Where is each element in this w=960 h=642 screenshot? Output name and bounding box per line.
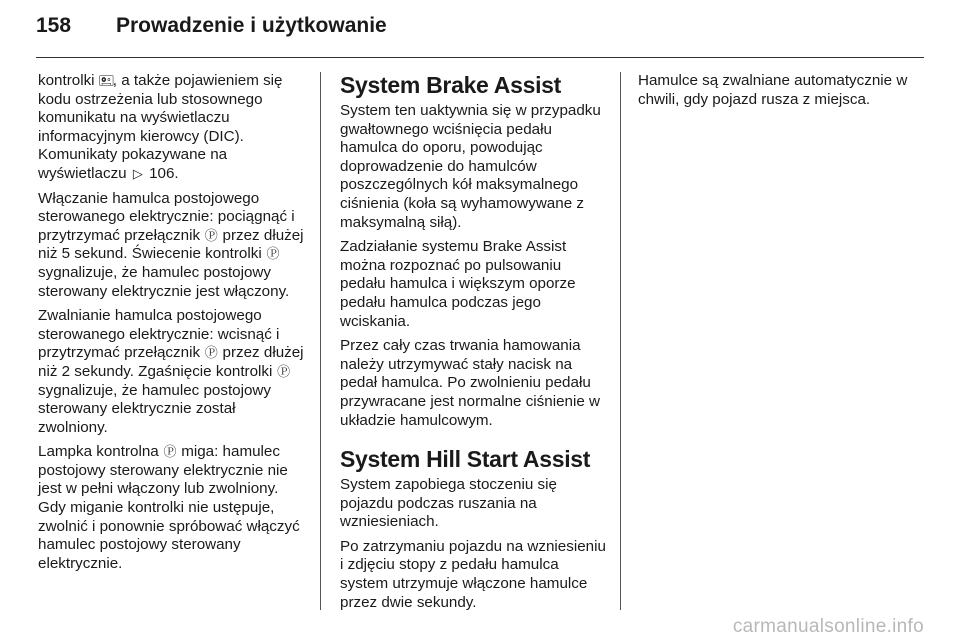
parking-brake-indicator-icon: Ⓟ	[204, 227, 218, 243]
header-divider	[36, 57, 924, 58]
section-heading-hill-start-assist: System Hill Start Assist	[340, 446, 591, 473]
text-column-1	[38, 72, 308, 579]
reference-arrow-icon: ▷	[132, 165, 143, 181]
paragraph: Włączanie hamulca postojowego sterowanego elektrycznie: pociągnąć i przytrzymać przełącznik Ⓟ przez dłużej niż 5 sekund. Świecenie kontrolki Ⓟ sygnalizuje, że hamulec postojowy sterowany elektrycznie jest włączony.	[38, 189, 304, 300]
display-message-icon: 🖭	[98, 73, 115, 88]
page-reference[interactable]: 106.	[149, 164, 179, 182]
paragraph: Zwalnianie hamulca postojowego sterowanego elektrycznie: wcisnąć i przytrzymać przełącznik Ⓟ przez dłużej niż 2 sekundy. Zgaśnięcie kontrolki Ⓟ sygnalizuje, że hamulec postojowy sterowany elektrycznie został zwolniony.	[38, 307, 304, 436]
paragraph: kontrolki 🖭, a także pojawieniem się kodu ostrzeżenia lub stosownego komunikatu na wyświetlaczu informacyjnym kierowcy (DIC). Komunikaty pokazywane na wyświetlaczu ▷ 106.	[38, 72, 283, 182]
paragraph: Przez cały czas trwania hamowania należy utrzymywać stały nacisk na pedał hamulca. Po zwolnieniu pedału przywracane jest normalne ciśnienie w układzie hamulcowym.	[340, 337, 600, 429]
parking-brake-indicator-icon: Ⓟ	[204, 345, 218, 361]
text-column-2	[340, 72, 606, 618]
page-number: 158	[36, 14, 72, 37]
paragraph: Po zatrzymaniu pojazdu na wzniesieniu i zdjęciu stopy z pedału hamulca system utrzymuje włączone hamulce przez dwie sekundy.	[340, 537, 606, 611]
column-divider-left	[320, 72, 321, 610]
page-header	[36, 14, 387, 54]
page-title: Prowadzenie i użytkowanie	[116, 14, 387, 37]
parking-brake-indicator-icon: Ⓟ	[163, 444, 177, 460]
column-divider-right	[620, 72, 621, 610]
text-column-3	[638, 72, 908, 115]
watermark: carmanualsonline.info	[732, 616, 924, 637]
paragraph: Lampka kontrolna Ⓟ miga: hamulec postojowy sterowany elektrycznie nie jest w pełni włączony lub zwolniony. Gdy miganie kontrolki nie ustępuje, zwolnić i ponownie spróbować włączyć hamulec postojowy sterowany elektrycznie.	[38, 443, 300, 572]
paragraph: System ten uaktywnia się w przypadku gwałtownego wciśnięcia pedału hamulca do oporu, powodując doprowadzenie do hamulców poszczególnych kół maksymalnego ciśnienia (koła są wyhamowywane z maksymalną siłą).	[340, 102, 601, 231]
paragraph: System zapobiega stoczeniu się pojazdu podczas ruszania na wzniesieniach.	[340, 476, 557, 531]
paragraph: Hamulce są zwalniane automatycznie w chwili, gdy pojazd rusza z miejsca.	[638, 72, 908, 108]
parking-brake-indicator-icon: Ⓟ	[277, 363, 291, 379]
paragraph: Zadziałanie systemu Brake Assist można rozpoznać po pulsowaniu pedału hamulca i większym oporze pedału hamulca podczas jego wciskania.	[340, 238, 576, 330]
section-heading-brake-assist: System Brake Assist	[340, 72, 562, 98]
parking-brake-indicator-icon: Ⓟ	[266, 246, 280, 262]
